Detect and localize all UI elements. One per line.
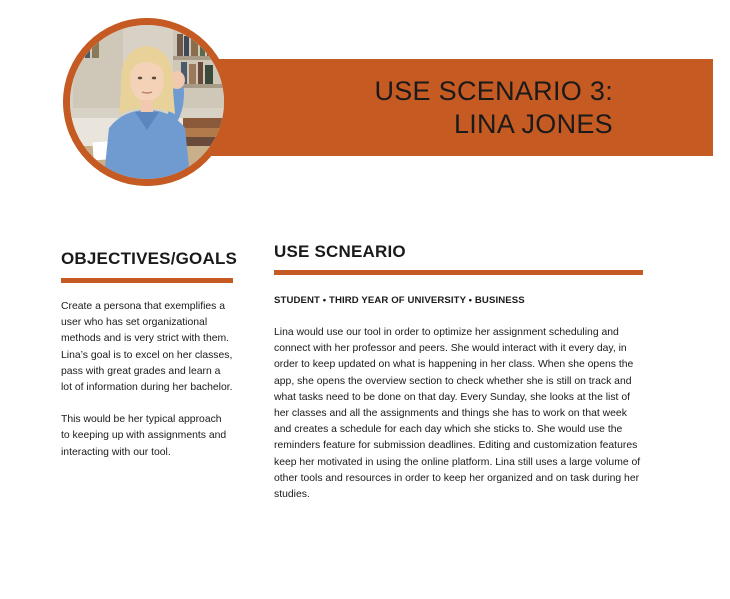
objectives-paragraph-3: This would be her typical approach to keeping up with assignments and interacting with our tool. xyxy=(61,414,227,458)
scenario-section xyxy=(274,241,644,503)
page-title-line1: USE SCENARIO 3: xyxy=(374,76,613,106)
persona-photo-icon xyxy=(63,18,231,186)
page-title xyxy=(374,75,613,141)
objectives-body xyxy=(61,299,233,461)
scenario-body: Lina would use our tool in order to optimize her assignment scheduling and connect with her professor and peers. She would interact with it every day, in order to keep updated on what is happening in her class. When she opens the app, she opens the overview section to check whether she is still on track and what tasks need to be done on that day. Every Sunday, she looks at the list of her classes and all the assignments and things she has to work on that week and creates a schedule for each day which she sticks to. She would use the reminders feature for submission deadlines. Editing and customization features keep her motivated in using the online platform. Lina still uses a large volume of other tools and resources in order to keep her organized and on task during her studies. xyxy=(274,327,641,501)
objectives-heading: OBJECTIVES/GOALS xyxy=(61,249,238,268)
scenario-subheading: STUDENT • THIRD YEAR OF UNIVERSITY • BUSINESS xyxy=(274,295,525,306)
objectives-divider xyxy=(61,278,233,283)
paragraph-spacer xyxy=(61,396,233,412)
title-banner xyxy=(150,59,713,156)
objectives-paragraph-2: Lina’s goal is to excel on her classes, pass with great grades and learn a lot of information during her bachelor. xyxy=(61,349,233,394)
persona-photo xyxy=(63,18,231,186)
objectives-section xyxy=(61,248,238,461)
page-title-line2: LINA JONES xyxy=(453,109,613,139)
scenario-heading: USE SCNEARIO xyxy=(274,242,406,261)
objectives-paragraph-1: Create a persona that exemplifies a user who has set organizational methods and is very strict with them. xyxy=(61,301,230,345)
scenario-divider xyxy=(274,270,643,275)
